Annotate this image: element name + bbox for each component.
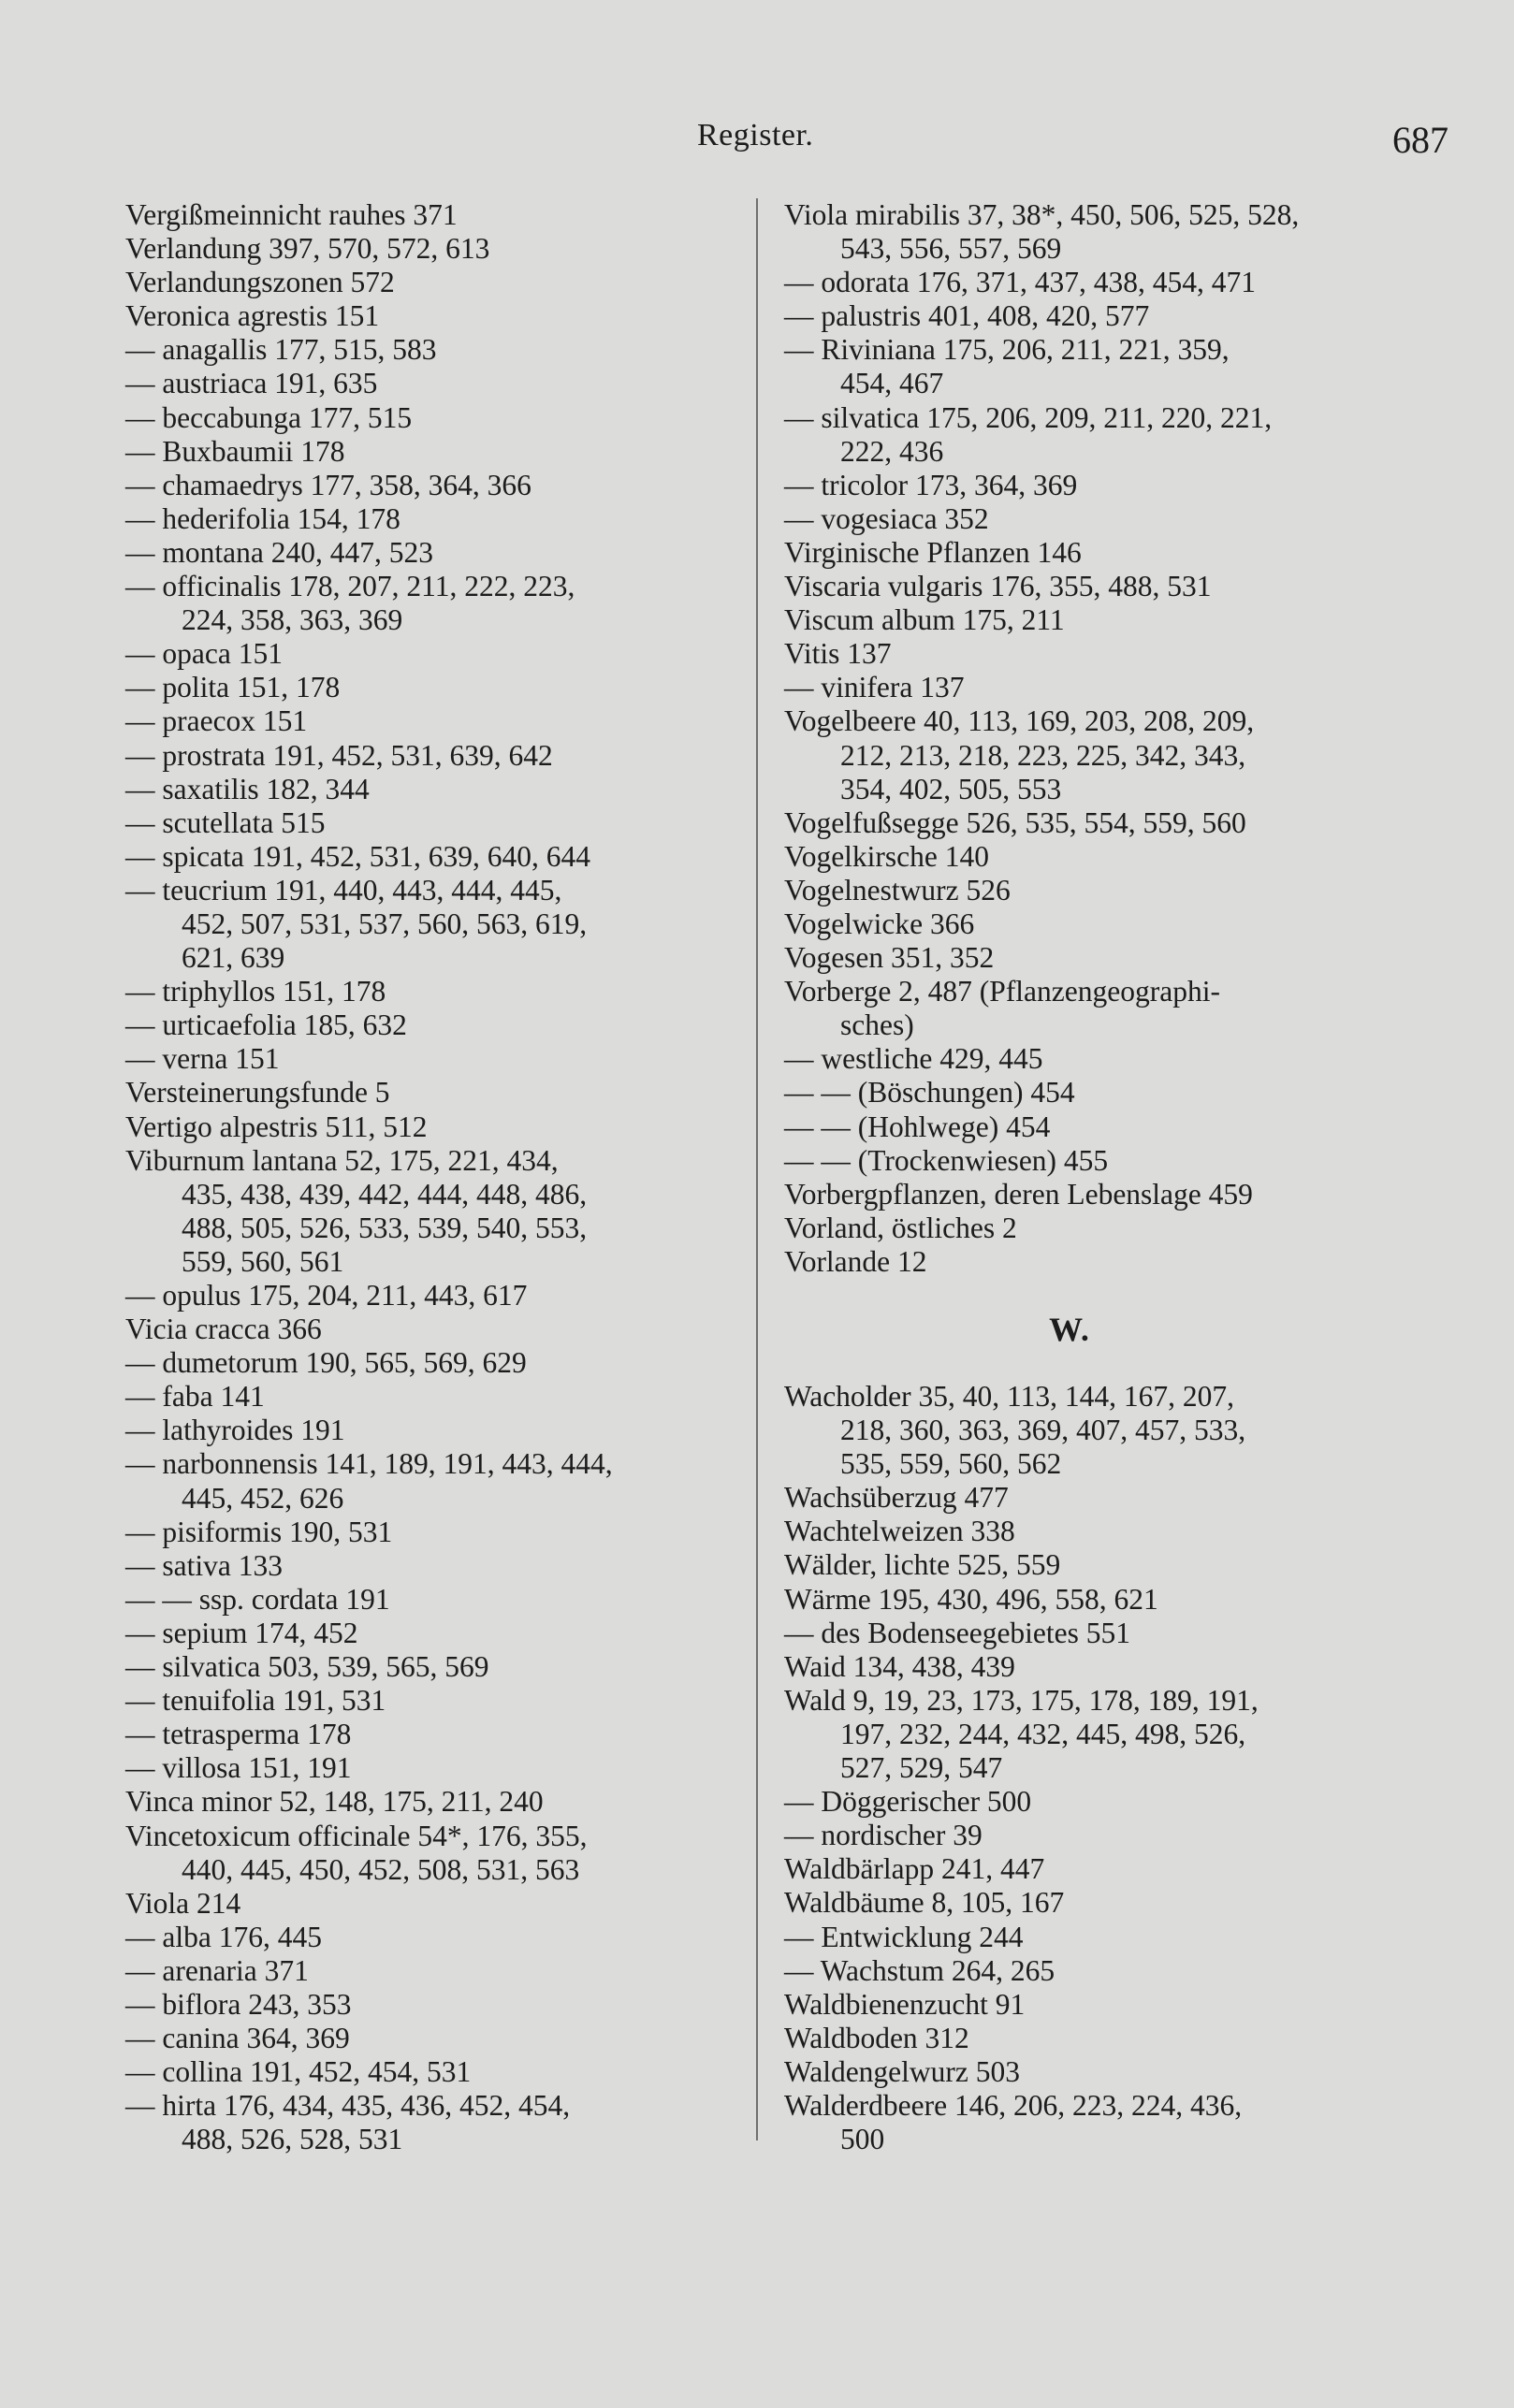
index-entry: — nordischer 39 xyxy=(784,1819,983,1852)
index-entry: Vorland, östliches 2 xyxy=(784,1211,1017,1244)
index-entry: Vorlande 12 xyxy=(784,1244,927,1278)
index-entry: Wachtelweizen 338 xyxy=(784,1515,1015,1548)
index-entry: — verna 151 xyxy=(125,1042,280,1076)
index-entry: Waldbärlapp 241, 447 xyxy=(784,1852,1045,1886)
index-entry: Vitis 137 xyxy=(784,637,892,671)
index-entry-continuation: 435, 438, 439, 442, 444, 448, 486, xyxy=(182,1177,588,1211)
index-entry: Vogelwicke 366 xyxy=(784,907,975,940)
index-entry: Wärme 195, 430, 496, 558, 621 xyxy=(784,1582,1158,1616)
index-entry: — montana 240, 447, 523 xyxy=(125,535,433,569)
index-entry-continuation: sches) xyxy=(840,1008,914,1042)
index-entry: — — (Hohlwege) 454 xyxy=(784,1110,1051,1143)
index-column-right xyxy=(784,198,1420,2156)
index-entry: Viscum album 175, 211 xyxy=(784,603,1065,637)
index-entry-continuation: 440, 445, 450, 452, 508, 531, 563 xyxy=(182,1852,580,1886)
index-entry: — opaca 151 xyxy=(125,637,283,671)
running-title: Register. xyxy=(697,118,814,152)
index-entry: Walderdbeere 146, 206, 223, 224, 436, xyxy=(784,2088,1243,2122)
index-entry: — spicata 191, 452, 531, 639, 640, 644 xyxy=(125,839,590,873)
index-entry: Vogelfußsegge 526, 535, 554, 559, 560 xyxy=(784,805,1246,839)
index-entry-continuation: 354, 402, 505, 553 xyxy=(840,772,1062,805)
index-entry-continuation: 452, 507, 531, 537, 560, 563, 619, xyxy=(182,907,588,940)
index-entry: — dumetorum 190, 565, 569, 629 xyxy=(125,1346,527,1380)
index-entry: — Riviniana 175, 206, 211, 221, 359, xyxy=(784,333,1230,367)
index-entry: — — (Böschungen) 454 xyxy=(784,1076,1075,1110)
index-entry: — vogesiaca 352 xyxy=(784,501,989,535)
index-entry: — hederifolia 154, 178 xyxy=(125,501,400,535)
index-entry-continuation: 543, 556, 557, 569 xyxy=(840,232,1062,266)
index-entry-continuation: 488, 526, 528, 531 xyxy=(182,2123,403,2156)
index-entry: Veronica agrestis 151 xyxy=(125,299,380,333)
index-entry: — beccabunga 177, 515 xyxy=(125,400,413,434)
index-entry: Waldengelwurz 503 xyxy=(784,2054,1020,2088)
index-entry: — canina 364, 369 xyxy=(125,2022,350,2055)
index-entry: Virginische Pflanzen 146 xyxy=(784,535,1082,569)
index-entry: — tenuifolia 191, 531 xyxy=(125,1684,386,1718)
index-entry: Vergißmeinnicht rauhes 371 xyxy=(125,198,458,231)
index-entry: — — ssp. cordata 191 xyxy=(125,1582,390,1616)
index-entry: Vicia cracca 366 xyxy=(125,1313,322,1346)
index-entry: Vogelnestwurz 526 xyxy=(784,873,1011,907)
index-entry: Viola mirabilis 37, 38*, 450, 506, 525, 528, xyxy=(784,198,1300,231)
index-entry: — urticaefolia 185, 632 xyxy=(125,1008,407,1042)
index-entry-continuation: 445, 452, 626 xyxy=(182,1481,344,1515)
index-entry: — sativa 133 xyxy=(125,1548,283,1582)
index-entry: — villosa 151, 191 xyxy=(125,1751,352,1785)
index-entry: — — (Trockenwiesen) 455 xyxy=(784,1143,1109,1177)
index-entry: — Buxbaumii 178 xyxy=(125,434,345,468)
index-entry: Vogesen 351, 352 xyxy=(784,941,995,975)
index-entry: — officinalis 178, 207, 211, 222, 223, xyxy=(125,570,575,603)
index-entry: — vinifera 137 xyxy=(784,671,965,704)
index-entry-continuation: 454, 467 xyxy=(840,367,944,400)
index-entry-continuation: 488, 505, 526, 533, 539, 540, 553, xyxy=(182,1211,588,1244)
index-entry: Wald 9, 19, 23, 173, 175, 178, 189, 191, xyxy=(784,1683,1259,1717)
index-entry: Wacholder 35, 40, 113, 144, 167, 207, xyxy=(784,1380,1234,1413)
index-entry: — palustris 401, 408, 420, 577 xyxy=(784,299,1150,333)
index-entry: Wachsüberzug 477 xyxy=(784,1481,1009,1515)
index-entry: — austriaca 191, 635 xyxy=(125,367,378,400)
index-entry: — collina 191, 452, 454, 531 xyxy=(125,2055,472,2089)
index-entry-continuation: 621, 639 xyxy=(182,941,285,975)
page-number: 687 xyxy=(1392,119,1448,161)
index-entry-continuation: 212, 213, 218, 223, 225, 342, 343, xyxy=(840,738,1246,772)
index-entry-continuation: 222, 436 xyxy=(840,434,944,468)
index-entry: Versteinerungsfunde 5 xyxy=(125,1076,390,1110)
index-entry: — teucrium 191, 440, 443, 444, 445, xyxy=(125,873,562,907)
index-entry: — Wachstum 264, 265 xyxy=(784,1953,1055,1987)
index-entry: — tetrasperma 178 xyxy=(125,1718,352,1751)
index-entry: — prostrata 191, 452, 531, 639, 642 xyxy=(125,738,553,772)
index-entry: Viscaria vulgaris 176, 355, 488, 531 xyxy=(784,570,1212,603)
index-entry-continuation: 197, 232, 244, 432, 445, 498, 526, xyxy=(840,1717,1246,1750)
index-entry: Verlandungszonen 572 xyxy=(125,266,395,299)
index-entry: Vorberge 2, 487 (Pflanzengeographi- xyxy=(784,975,1220,1008)
index-entry-continuation: 535, 559, 560, 562 xyxy=(840,1447,1062,1481)
index-entry: — westliche 429, 445 xyxy=(784,1042,1043,1076)
index-entry: — sepium 174, 452 xyxy=(125,1616,358,1649)
index-entry: — opulus 175, 204, 211, 443, 617 xyxy=(125,1279,528,1312)
index-entry: — biflora 243, 353 xyxy=(125,1987,352,2021)
index-entry: Waldboden 312 xyxy=(784,2021,969,2054)
index-entry: — pisiformis 190, 531 xyxy=(125,1515,393,1548)
index-entry: — chamaedrys 177, 358, 364, 366 xyxy=(125,468,531,501)
index-entry: — narbonnensis 141, 189, 191, 443, 444, xyxy=(125,1447,613,1481)
index-entry: Viburnum lantana 52, 175, 221, 434, xyxy=(125,1143,559,1177)
index-entry: — alba 176, 445 xyxy=(125,1920,322,1953)
index-entry-continuation: 500 xyxy=(840,2123,885,2156)
index-entry: Waid 134, 438, 439 xyxy=(784,1649,1015,1683)
index-entry: — odorata 176, 371, 437, 438, 454, 471 xyxy=(784,266,1256,299)
index-entry: Vinca minor 52, 148, 175, 211, 240 xyxy=(125,1785,544,1819)
index-entry: — tricolor 173, 364, 369 xyxy=(784,468,1078,501)
index-entry: Waldbienenzucht 91 xyxy=(784,1987,1026,2021)
index-entry: — hirta 176, 434, 435, 436, 452, 454, xyxy=(125,2089,571,2123)
index-entry: — faba 141 xyxy=(125,1380,265,1414)
index-entry: — des Bodenseegebietes 551 xyxy=(784,1616,1131,1649)
index-entry: — silvatica 503, 539, 565, 569 xyxy=(125,1650,489,1684)
index-entry: — silvatica 175, 206, 209, 211, 220, 221, xyxy=(784,400,1273,434)
index-entry: — saxatilis 182, 344 xyxy=(125,772,370,805)
index-entry-continuation: 559, 560, 561 xyxy=(182,1244,344,1278)
index-entry: — polita 151, 178 xyxy=(125,671,341,704)
index-entry: — praecox 151 xyxy=(125,704,308,738)
section-letter-heading: W. xyxy=(1049,1311,1090,1348)
index-column-left xyxy=(125,198,771,2156)
index-entry: Viola 214 xyxy=(125,1886,241,1920)
index-entry: — arenaria 371 xyxy=(125,1953,309,1987)
index-entry-continuation: 224, 358, 363, 369 xyxy=(182,603,403,637)
index-entry: Waldbäume 8, 105, 167 xyxy=(784,1886,1065,1920)
index-entry: Verlandung 397, 570, 572, 613 xyxy=(125,232,490,266)
index-entry: Vogelkirsche 140 xyxy=(784,839,990,873)
index-entry: — lathyroides 191 xyxy=(125,1414,345,1447)
index-entry: — Entwicklung 244 xyxy=(784,1920,1024,1953)
index-entry: Vorbergpflanzen, deren Lebenslage 459 xyxy=(784,1177,1253,1211)
index-entry: Wälder, lichte 525, 559 xyxy=(784,1548,1061,1582)
index-entry: — anagallis 177, 515, 583 xyxy=(125,333,437,367)
index-entry: — scutellata 515 xyxy=(125,805,326,839)
index-entry: — Döggerischer 500 xyxy=(784,1785,1032,1819)
index-entry: Vertigo alpestris 511, 512 xyxy=(125,1110,428,1143)
index-entry: — triphyllos 151, 178 xyxy=(125,975,386,1008)
index-entry: Vincetoxicum officinale 54*, 176, 355, xyxy=(125,1819,588,1852)
index-entry-continuation: 527, 529, 547 xyxy=(840,1751,1003,1785)
index-entry: Vogelbeere 40, 113, 169, 203, 208, 209, xyxy=(784,704,1255,738)
index-entry-continuation: 218, 360, 363, 369, 407, 457, 533, xyxy=(840,1414,1246,1447)
